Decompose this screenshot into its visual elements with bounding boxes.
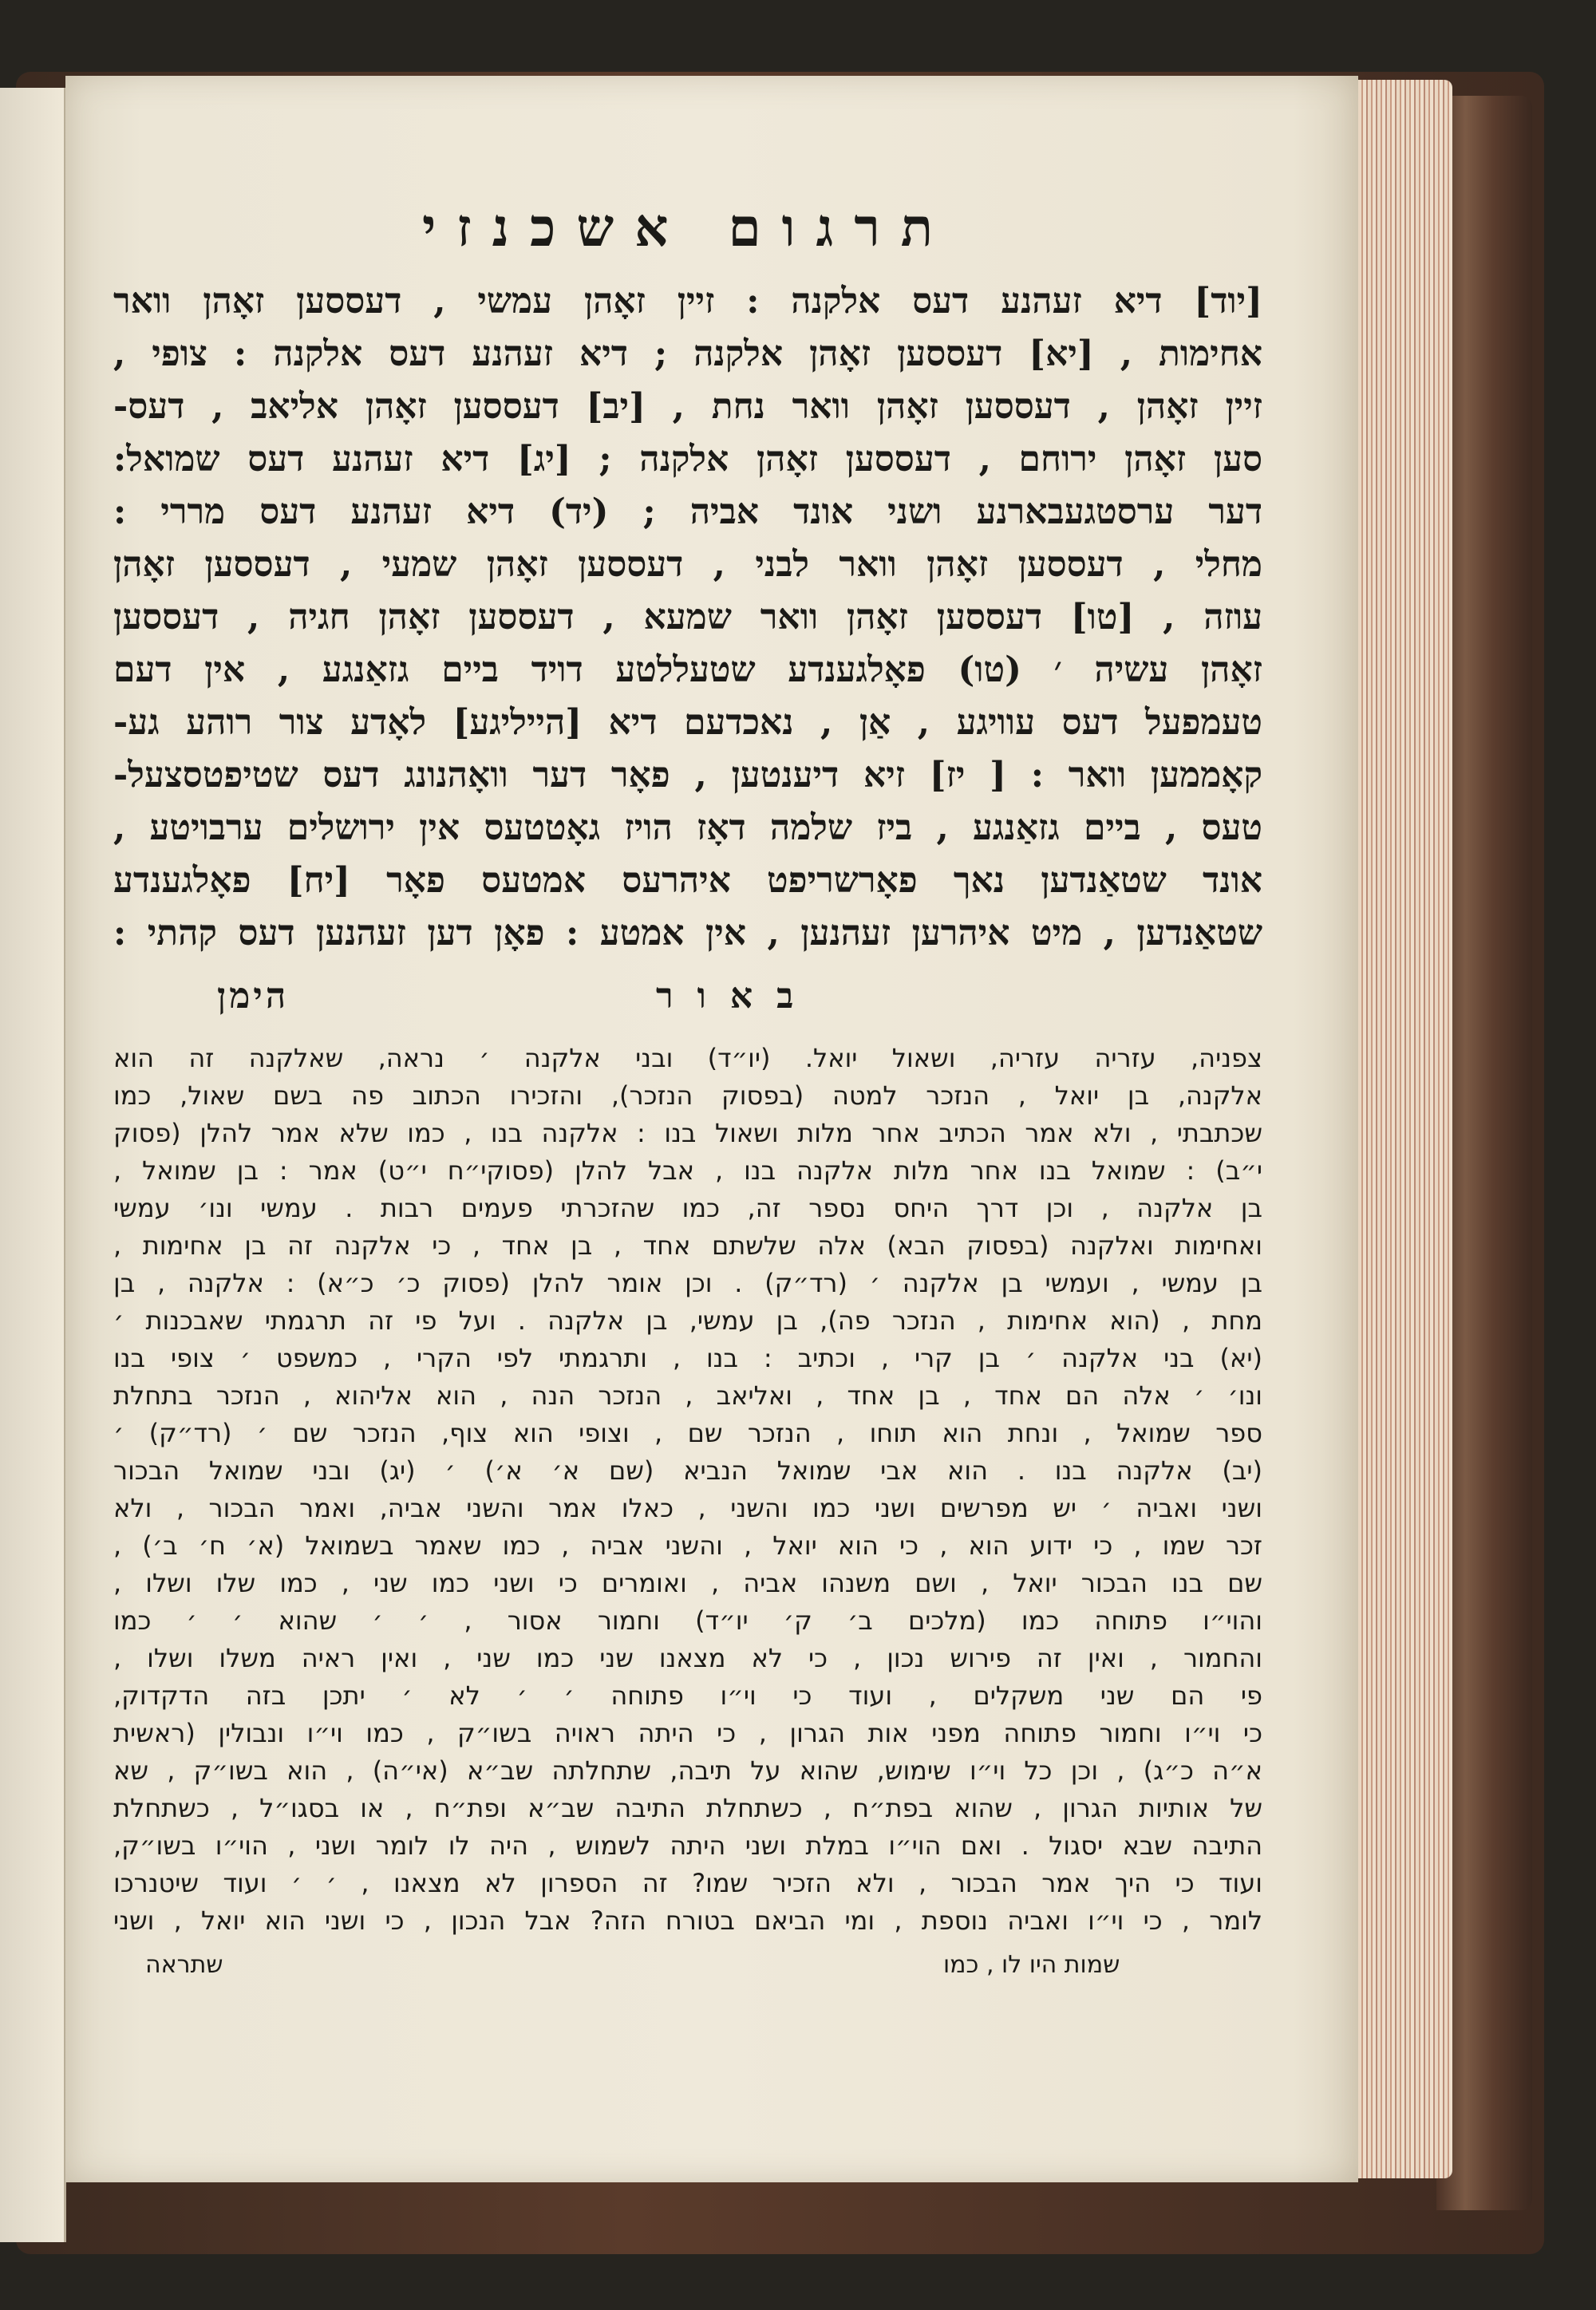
commentary-heading: באור: [656, 976, 818, 1017]
commentary-line: מחת , (הוא אחימות , הנזכר פה), בן עמשי, בן אלקנה . ועל פי זה תרגמתי שאבכנות ׳: [113, 1305, 1262, 1336]
book-page: [65, 76, 1358, 2182]
text-block: [113, 195, 1262, 1984]
commentary-line: והחמור , ואין זה פירוש נכון , כי לא מצאנו שני כמו שני , ואין ראיה משלו ושלו ,: [113, 1643, 1262, 1673]
commentary-line: צפניה, עזריה עזריה, ושאול יואל. (יו״ד) ובני אלקנה ׳ נראה, שאלקנה זה הוא: [113, 1043, 1262, 1073]
commentary-line: זכר שמו , כי ידוע הוא , כי הוא יואל , והשני אביה , כמו שאמר בשמואל (א׳ ח׳ ב׳) ,: [113, 1530, 1262, 1561]
main-text-line: מחלי , דעססען זאָהן וואר לבני , דעססען זאָהן שמעי , דעססען זאָהן: [113, 544, 1262, 585]
commentary-line: א״ה כ״ג) , וכן כל וי״ו שימוש, שהוא על תיבה, שתחלתה שב״א (אי״ה) , הוא בשו״ק , שא: [113, 1755, 1262, 1786]
commentary-line: (יא) בני אלקנה ׳ בן קרי , וכתיב : בנו , ותרגמתי לפי הקרי , כמשפט ׳ צופי בנו: [113, 1343, 1262, 1373]
catchword-left: שתראה: [145, 1951, 223, 1979]
main-text-line: זיין זאָהן , דעססען זאָהן וואר נחת , [יב] דעססען זאָהן אליאב , דעס-: [113, 386, 1262, 427]
catchword-heading: הימן: [217, 976, 290, 1017]
commentary-line: ועוד כי היך אמר הבכור , ולא הזכיר שמו? זה הספרון לא מצאנו , ׳ ׳ ועוד שיטנרכו: [113, 1868, 1262, 1898]
commentary-line: ושני ואביה ׳ יש מפרשים ושני כמו והשני , כאלו אמר והשני אביה, ואמר הבכור , ולא: [113, 1493, 1262, 1523]
commentary-line: פי הם שני משקלים , ועוד כי וי״ו פתוחה ׳ ׳ לא ׳ יתכן בזה הדקדוק,: [113, 1680, 1262, 1711]
catchword-right: שמות היו לו , כמו: [943, 1951, 1120, 1979]
main-text: [113, 275, 1262, 960]
main-text-line: קאָממען וואר : [ יז] זיא דיענטען , פאָר דער וואָהנונג דעס שטיפטסצעל-: [113, 755, 1262, 796]
main-text-line: [יוד] דיא זעהנע דעס אלקנה : זיין זאָהן עמשי , דעססען זאָהן וואר: [113, 281, 1262, 322]
commentary-line: ונו׳ ׳ אלה הם אחד , בן אחד , ואליאב , הנזכר הנה , הוא אליהוא , הנזכר בתחלת: [113, 1380, 1262, 1411]
commentary-line: לומר , כי וי״ו ואביה נוספת , ומי הביאם בטורח הזה? אבל הנכון , כי ושני הוא יואל , ושני: [113, 1905, 1262, 1936]
main-text-line: זאָהן עשיה ׳ (טו) פאָלגענדע שטעללטע דויד ביים גזאַנגע , אין דעם: [113, 650, 1262, 690]
commentary-line: אלקנה, בן יואל , הנזכר למטה (בפסוק הנזכר), והזכירו הכתוב פה בשם שאול, כמו: [113, 1080, 1262, 1111]
main-text-line: טעס , ביים גזאַנגע , ביז שלמה דאָז הויז גאָטטעס אין ירושלים ערבויטע ,: [113, 808, 1262, 848]
commentary-line: של אותיות הגרון , שהוא בפת״ח , כשתחלת התיבה שב״א ופת״ח , או בסגו״ל , כשתחלת: [113, 1793, 1262, 1823]
commentary: [113, 1040, 1262, 1940]
commentary-line: התיבה שבא יסגול . ואם הוי״ו במלת ושני היתה לשמוש , היה לו לומר ושני , הוי״ו בשו״ק,: [113, 1830, 1262, 1861]
catchwords: [113, 1945, 1262, 1984]
commentary-line: שכתבתי , ולא אמר הכתיב אחר מלות ושאול בנו : אלקנה בנו , כמו שלא אמר להלן (פסוק: [113, 1118, 1262, 1148]
main-text-line: אונד שטאַנדען נאך פאָרשריפט איהרעס אמטעס פאָר [יח] פאָלגענדע: [113, 860, 1262, 901]
main-text-line: עוזה , [טו] דעססען זאָהן וואר שמעא , דעססען זאָהן חגיה , דעססען: [113, 597, 1262, 638]
commentary-line: י״ב) : שמואל בנו אחר מלות אלקנה בנו , אבל להלן (פסוקי״ח י״ט) אמר : בן שמואל ,: [113, 1155, 1262, 1186]
main-text-line: שטאַנדען , מיט איהרען זעהנען , אין אמטע : פאָן דען זעהנען דעס קהתי :: [113, 913, 1262, 954]
commentary-line: בן עמשי , ועמשי בן אלקנה ׳ (רד״ק) . וכן אומר להלן (פסוק כ׳ כ״א) : אלקנה , בן: [113, 1268, 1262, 1298]
commentary-line: ואחימות ואלקנה (בפסוק הבא) אלה שלשתם אחד , בן אחד , כי אלקנה זה בן אחימות ,: [113, 1230, 1262, 1261]
commentary-line: והוי״ו פתוחה כמו (מלכים ב׳ ק׳ יו״ד) וחמור אסור , ׳ ׳ שהוא ׳ ׳ כמו: [113, 1605, 1262, 1636]
page-edges: [1349, 80, 1452, 2178]
commentary-line: (יב) אלקנה בנו . הוא אבי שמואל הנביא (שם א׳ א׳) ׳ (יג) ובני שמואל הבכור: [113, 1455, 1262, 1486]
section-heads: [113, 968, 1262, 1032]
main-text-line: טעמפעל דעס עוויגע , אַן , נאכדעם דיא [הייליגע] לאָדע צור רוהע גע-: [113, 702, 1262, 743]
commentary-line: בן אלקנה , וכן דרך היחס נספר זה, כמו שהזכרתי פעמים רבות . עמשי ונו׳ עמשי: [113, 1193, 1262, 1223]
commentary-line: שם בנו הבכור יואל , ושם משנהו אביה , ואומרים כי ושני כמו שני , כמו שלו ושלו ,: [113, 1568, 1262, 1598]
main-text-line: דער ערסטגעבארנע ושני אונד אביה ; (יד) דיא זעהנע דעס מררי :: [113, 492, 1262, 532]
commentary-line: ספר שמואל , ונחת הוא תוחו , הנזכר שם , וצופי הוא צוף, הנזכר שם ׳ (רד״ק) ׳: [113, 1418, 1262, 1448]
main-text-line: אחימות , [יא] דעססען זאָהן אלקנה ; דיא זעהנע דעס אלקנה : צופי ,: [113, 334, 1262, 374]
commentary-line: כי וי״ו וחמור פתוחה מפני אות הגרון , כי היתה ראויה בשו״ק , כמו וי״ו ונבולין (ראשית: [113, 1718, 1262, 1748]
main-text-line: סען זאָהן ירוחם , דעססען זאָהן אלקנה ; [יג] דיא זעהנע דעס שמואל:: [113, 439, 1262, 480]
running-head: תרגום אשכנזי: [421, 196, 954, 259]
left-page-edge: [0, 88, 66, 2242]
